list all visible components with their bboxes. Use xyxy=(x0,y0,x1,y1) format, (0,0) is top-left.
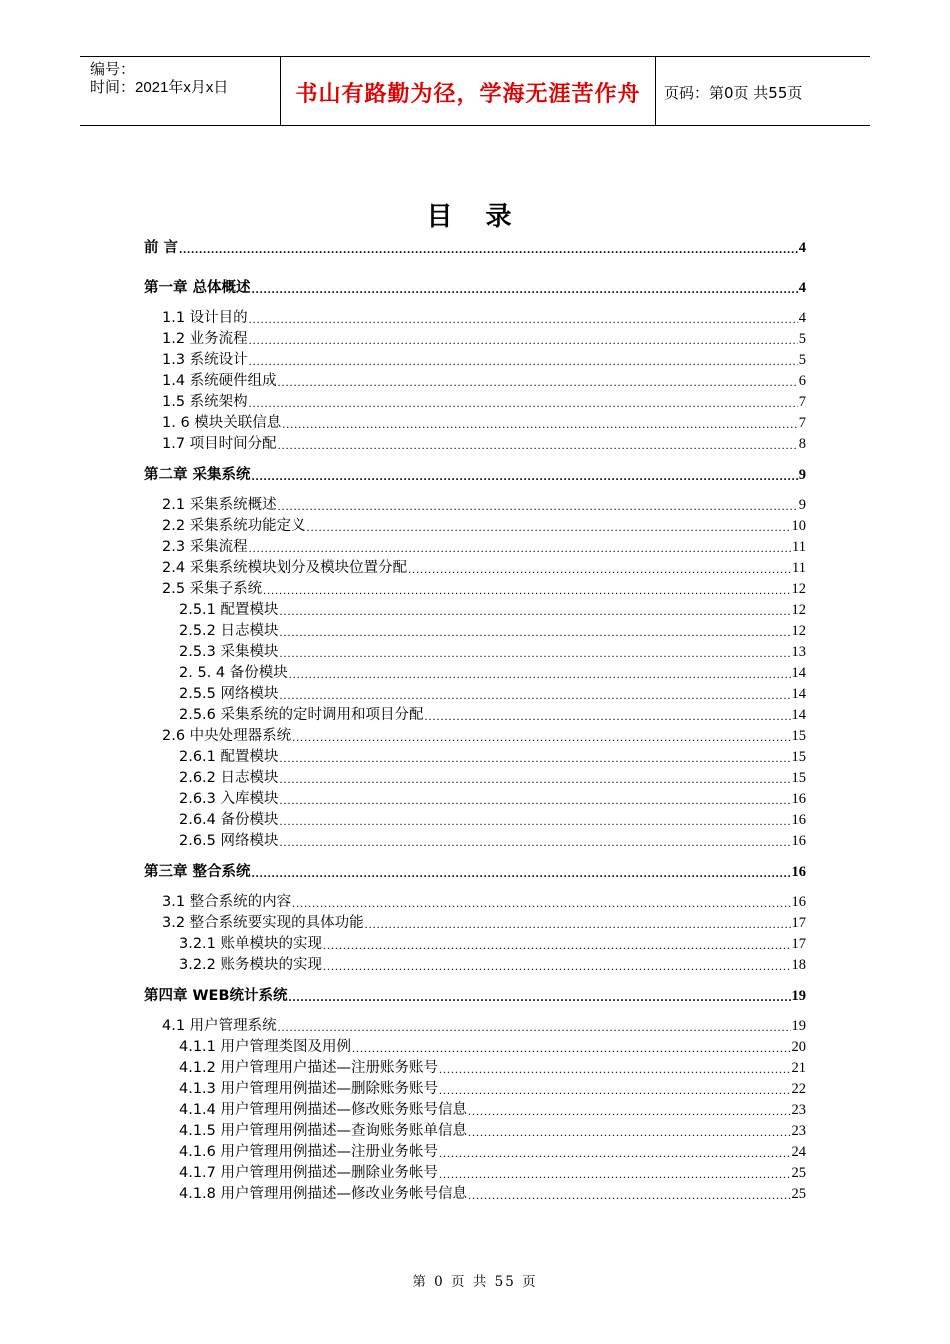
toc-entry-page: 23 xyxy=(791,1102,806,1118)
toc-section-entry[interactable] xyxy=(179,1121,806,1141)
toc-section-entry[interactable] xyxy=(179,684,806,704)
toc-entry-label: 第四章 WEB统计系统 xyxy=(144,988,288,1004)
header-motto: 书山有路勤为径，学海无涯苦作舟 xyxy=(295,81,641,107)
toc-leader-dots xyxy=(179,240,798,258)
toc-section-entry[interactable] xyxy=(162,350,806,370)
toc-entry-label: 4.1.3 用户管理用例描述—删除账务账号 xyxy=(179,1081,439,1097)
toc-section-entry[interactable] xyxy=(162,516,806,536)
toc-entry-label: 1.4 系统硬件组成 xyxy=(162,373,277,389)
toc-entry-label: 4.1.8 用户管理用例描述—修改业务帐号信息 xyxy=(179,1186,468,1202)
toc-chapter-entry[interactable] xyxy=(144,986,806,1006)
toc-entry-label: 2.5.2 日志模块 xyxy=(179,623,279,639)
toc-entry-page: 8 xyxy=(798,436,806,452)
toc-entry-label: 3.2.2 账务模块的实现 xyxy=(179,957,323,973)
document-time-label: 时间：2021年x月x日 xyxy=(90,79,229,96)
toc-section-entry[interactable] xyxy=(179,934,806,954)
toc-leader-dots xyxy=(249,539,791,557)
toc-leader-dots xyxy=(292,894,790,912)
toc-chapter-entry[interactable] xyxy=(144,278,806,298)
toc-entry-page: 19 xyxy=(791,988,806,1004)
toc-entry-label: 第一章 总体概述 xyxy=(144,280,251,296)
toc-section-entry[interactable] xyxy=(162,308,806,328)
toc-section-entry[interactable] xyxy=(162,371,806,391)
toc-entry-page: 25 xyxy=(791,1165,806,1181)
toc-chapter-entry[interactable] xyxy=(144,862,806,882)
toc-entry-label: 2.6.5 网络模块 xyxy=(179,833,279,849)
toc-leader-dots xyxy=(439,1165,790,1183)
toc-entry-page: 7 xyxy=(798,415,806,431)
toc-entry-label: 第三章 整合系统 xyxy=(144,864,251,880)
toc-section-entry[interactable] xyxy=(162,413,806,433)
toc-entry-page: 19 xyxy=(791,1018,806,1034)
toc-leader-dots xyxy=(278,373,798,391)
toc-leader-dots xyxy=(280,812,791,830)
toc-entry-page: 5 xyxy=(798,331,806,347)
toc-entry-page: 16 xyxy=(791,791,806,807)
toc-entry-label: 2.6.3 入库模块 xyxy=(179,791,279,807)
toc-entry-page: 4 xyxy=(798,240,806,256)
toc-entry-label: 2.5.6 采集系统的定时调用和项目分配 xyxy=(179,707,424,723)
toc-entry-page: 24 xyxy=(791,1144,806,1160)
toc-leader-dots xyxy=(365,915,791,933)
toc-entry-page: 15 xyxy=(791,749,806,765)
toc-entry-label: 2.5.5 网络模块 xyxy=(179,686,279,702)
toc-section-entry[interactable] xyxy=(179,955,806,975)
toc-leader-dots xyxy=(280,602,791,620)
toc-leader-dots xyxy=(249,352,798,370)
toc-section-entry[interactable] xyxy=(179,1079,806,1099)
toc-entry-label: 2.1 采集系统概述 xyxy=(162,497,277,513)
toc-leader-dots xyxy=(249,331,798,349)
toc-section-entry[interactable] xyxy=(162,495,806,515)
toc-entry-page: 11 xyxy=(792,560,806,576)
toc-entry-page: 18 xyxy=(791,957,806,973)
toc-section-entry[interactable] xyxy=(162,913,806,933)
toc-leader-dots xyxy=(278,436,798,454)
toc-entry-page: 17 xyxy=(791,936,806,952)
toc-leader-dots xyxy=(280,686,791,704)
toc-entry-page: 14 xyxy=(791,707,806,723)
toc-entry-label: 2.6 中央处理器系统 xyxy=(162,728,292,744)
toc-leader-dots xyxy=(292,728,790,746)
toc-leader-dots xyxy=(439,1060,790,1078)
page-header xyxy=(80,56,870,126)
toc-entry-label: 前 言 xyxy=(144,240,179,256)
toc-entry-label: 3.1 整合系统的内容 xyxy=(162,894,292,910)
toc-entry-page: 9 xyxy=(798,467,806,483)
toc-entry-label: 3.2.1 账单模块的实现 xyxy=(179,936,323,952)
toc-leader-dots xyxy=(252,864,791,882)
toc-entry-page: 13 xyxy=(791,644,806,660)
toc-section-entry[interactable] xyxy=(162,537,806,557)
toc-entry-page: 25 xyxy=(791,1186,806,1202)
toc-entry-label: 1. 6 模块关联信息 xyxy=(162,415,282,431)
toc-leader-dots xyxy=(289,665,791,683)
toc-leader-dots xyxy=(439,1144,790,1162)
toc-entry-page: 10 xyxy=(791,518,806,534)
toc-section-entry[interactable] xyxy=(179,663,806,683)
toc-section-entry[interactable] xyxy=(162,558,806,578)
toc-leader-dots xyxy=(252,280,798,298)
toc-entry-label: 2.5 采集子系统 xyxy=(162,581,263,597)
toc-section-entry[interactable] xyxy=(179,600,806,620)
toc-section-entry[interactable] xyxy=(162,329,806,349)
toc-title: 目 录 xyxy=(426,202,524,232)
toc-leader-dots xyxy=(282,415,797,433)
toc-section-entry[interactable] xyxy=(162,434,806,454)
toc-entry-label: 4.1.4 用户管理用例描述—修改账务账号信息 xyxy=(179,1102,468,1118)
toc-entry-label: 1.2 业务流程 xyxy=(162,331,248,347)
toc-leader-dots xyxy=(323,936,790,954)
document-number-label: 编号： xyxy=(90,61,136,78)
toc-section-entry[interactable] xyxy=(179,1058,806,1078)
toc-entry-page: 16 xyxy=(791,812,806,828)
toc-entry-page: 17 xyxy=(791,915,806,931)
toc-leader-dots xyxy=(278,1018,791,1036)
page-footer: 第 0 页 共 55 页 xyxy=(412,1274,538,1290)
toc-entry-label: 2.6.4 备份模块 xyxy=(179,812,279,828)
toc-entry-label: 4.1.5 用户管理用例描述—查询账务账单信息 xyxy=(179,1123,468,1139)
toc-leader-dots xyxy=(439,1081,790,1099)
toc-entry-label: 4.1.7 用户管理用例描述—删除业务帐号 xyxy=(179,1165,439,1181)
toc-entry-page: 23 xyxy=(791,1123,806,1139)
toc-entry-label: 2.3 采集流程 xyxy=(162,539,248,555)
toc-entry-page: 12 xyxy=(791,581,806,597)
toc-section-entry[interactable] xyxy=(179,1142,806,1162)
toc-section-entry[interactable] xyxy=(179,810,806,830)
toc-leader-dots xyxy=(280,623,791,641)
toc-entry-page: 7 xyxy=(798,394,806,410)
toc-section-entry[interactable] xyxy=(179,747,806,767)
toc-entry-page: 20 xyxy=(791,1039,806,1055)
toc-leader-dots xyxy=(352,1039,790,1057)
header-motto-cell xyxy=(281,57,656,125)
toc-leader-dots xyxy=(289,988,791,1006)
toc-entry-page: 12 xyxy=(791,602,806,618)
toc-entry-label: 2.6.1 配置模块 xyxy=(179,749,279,765)
toc-leader-dots xyxy=(280,833,791,851)
toc-leader-dots xyxy=(280,644,791,662)
toc-leader-dots xyxy=(280,749,791,767)
toc-entry-page: 4 xyxy=(798,310,806,326)
toc-leader-dots xyxy=(468,1102,790,1120)
toc-leader-dots xyxy=(263,581,790,599)
toc-leader-dots xyxy=(280,791,791,809)
header-page-info: 页码：第0页 共55页 xyxy=(664,84,803,102)
toc-entry-label: 2.2 采集系统功能定义 xyxy=(162,518,306,534)
toc-section-entry[interactable] xyxy=(179,789,806,809)
toc-entry-label: 3.2 整合系统要实现的具体功能 xyxy=(162,915,364,931)
toc-entry-page: 22 xyxy=(791,1081,806,1097)
toc-entry-page: 16 xyxy=(791,894,806,910)
toc-leader-dots xyxy=(468,1123,790,1141)
toc-entry-label: 4.1.1 用户管理类图及用例 xyxy=(179,1039,352,1055)
toc-chapter-entry[interactable] xyxy=(144,465,806,485)
toc-entry-label: 4.1.6 用户管理用例描述—注册业务帐号 xyxy=(179,1144,439,1160)
toc-leader-dots xyxy=(408,560,791,578)
toc-leader-dots xyxy=(278,497,798,515)
toc-entry-label: 2.6.2 日志模块 xyxy=(179,770,279,786)
toc-section-entry[interactable] xyxy=(179,1100,806,1120)
toc-entry-page: 4 xyxy=(798,280,806,296)
toc-entry-page: 11 xyxy=(792,539,806,555)
toc-entry-page: 15 xyxy=(791,770,806,786)
toc-entry-page: 6 xyxy=(798,373,806,389)
toc-leader-dots xyxy=(249,394,798,412)
toc-section-entry[interactable] xyxy=(179,642,806,662)
toc-leader-dots xyxy=(323,957,790,975)
toc-entry-label: 1.5 系统架构 xyxy=(162,394,248,410)
toc-chapter-entry[interactable] xyxy=(144,238,806,258)
toc-section-entry[interactable] xyxy=(162,1016,806,1036)
toc-entry-page: 14 xyxy=(791,686,806,702)
toc-entry-label: 1.7 项目时间分配 xyxy=(162,436,277,452)
toc-entry-page: 16 xyxy=(791,833,806,849)
toc-entry-page: 14 xyxy=(791,665,806,681)
toc-section-entry[interactable] xyxy=(162,579,806,599)
toc-entry-label: 2.4 采集系统模块划分及模块位置分配 xyxy=(162,560,408,576)
toc-section-entry[interactable] xyxy=(179,768,806,788)
toc-section-entry[interactable] xyxy=(179,705,806,725)
toc-section-entry[interactable] xyxy=(179,621,806,641)
toc-entry-label: 4.1.2 用户管理用户描述—注册账务账号 xyxy=(179,1060,439,1076)
toc-section-entry[interactable] xyxy=(162,726,806,746)
toc-entry-page: 15 xyxy=(791,728,806,744)
toc-section-entry[interactable] xyxy=(179,1163,806,1183)
header-page-cell xyxy=(656,57,870,125)
toc-leader-dots xyxy=(468,1186,790,1204)
toc-entry-page: 9 xyxy=(798,497,806,513)
toc-leader-dots xyxy=(425,707,791,725)
toc-section-entry[interactable] xyxy=(179,1037,806,1057)
toc-entry-label: 第二章 采集系统 xyxy=(144,467,251,483)
toc-entry-label: 1.3 系统设计 xyxy=(162,352,248,368)
toc-leader-dots xyxy=(280,770,791,788)
toc-section-entry[interactable] xyxy=(179,1184,806,1204)
toc-entry-page: 16 xyxy=(791,864,806,880)
toc-section-entry[interactable] xyxy=(162,892,806,912)
toc-entry-label: 2.5.1 配置模块 xyxy=(179,602,279,618)
toc-entry-label: 4.1 用户管理系统 xyxy=(162,1018,277,1034)
toc-entry-page: 21 xyxy=(791,1060,806,1076)
toc-entry-page: 5 xyxy=(798,352,806,368)
toc-entry-label: 2. 5. 4 备份模块 xyxy=(179,665,288,681)
toc-section-entry[interactable] xyxy=(162,392,806,412)
toc-section-entry[interactable] xyxy=(179,831,806,851)
header-meta-cell xyxy=(80,57,281,125)
toc-leader-dots xyxy=(307,518,791,536)
toc-entry-label: 1.1 设计目的 xyxy=(162,310,248,326)
toc-leader-dots xyxy=(249,310,798,328)
toc-leader-dots xyxy=(252,467,798,485)
toc-entry-label: 2.5.3 采集模块 xyxy=(179,644,279,660)
toc-entry-page: 12 xyxy=(791,623,806,639)
